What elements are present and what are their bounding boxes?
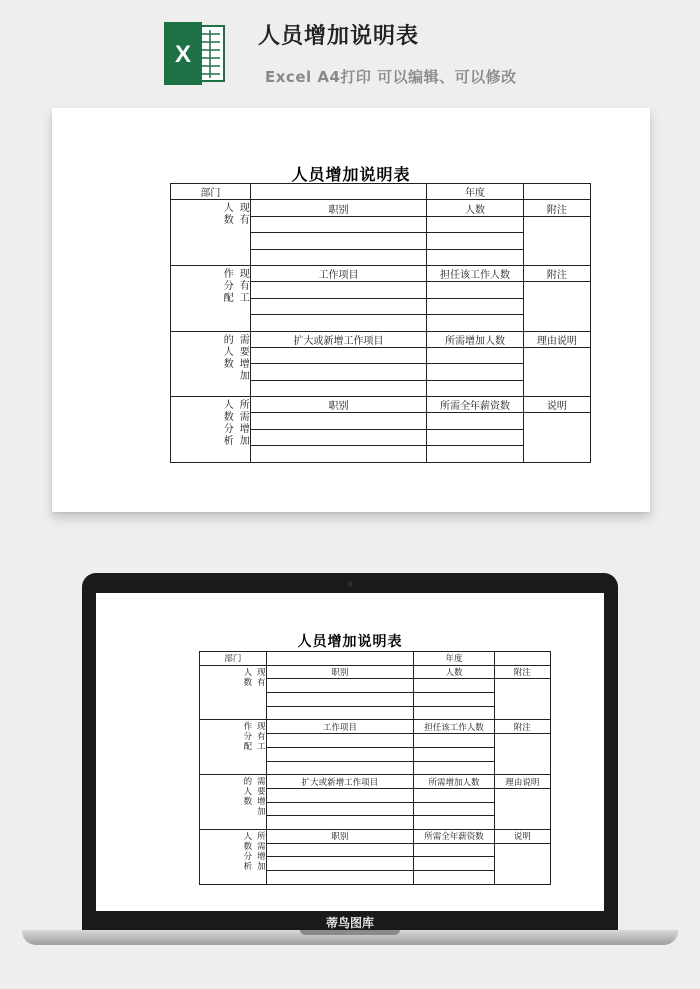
year-label: 年度 [427,184,524,200]
table-row [200,652,551,666]
note-cell[interactable] [523,282,590,331]
section-label-char: 配 [243,742,253,753]
section-label-char: 现 [239,268,250,280]
table-cell[interactable] [427,216,524,232]
section-label-char: 数 [223,358,234,370]
section-label-char: 所 [239,400,250,412]
section-label [171,397,251,463]
table-cell[interactable] [250,298,426,314]
section-label-char: 数 [223,412,234,424]
table-cell[interactable] [250,446,426,462]
table-row [171,200,591,216]
section-label-char: 作 [243,722,253,733]
table-cell[interactable] [266,747,413,761]
section-label-char: 需 [239,334,250,346]
table-row [171,331,591,347]
year-label: 年度 [414,652,495,666]
page-title: 人员增加说明表 [258,24,420,49]
column-header: 工作项目 [266,720,413,734]
section-label-char: 现 [257,722,266,733]
column-header: 所需全年薪资数 [414,829,495,843]
screen-spreadsheet-table [199,651,551,885]
table-cell[interactable] [266,843,413,857]
section-label [200,720,267,775]
table-cell[interactable] [250,429,426,445]
section-label-char: 所 [257,831,266,842]
column-header: 所需增加人数 [414,775,495,789]
dept-value-cell[interactable] [266,652,413,666]
section-label-char: 加 [239,370,250,382]
table-cell[interactable] [414,843,495,857]
section-label-char: 数 [243,841,253,852]
table-cell[interactable] [414,816,495,830]
table-cell[interactable] [250,216,426,232]
column-header: 职别 [266,829,413,843]
section-label-char: 人 [223,203,234,215]
section-label [171,200,251,266]
excel-icon [162,20,226,87]
laptop-screen [96,593,604,911]
table-cell[interactable] [266,816,413,830]
section-label-char: 要 [257,787,266,798]
section-label-char: 需 [239,412,250,424]
table-cell[interactable] [427,249,524,265]
section-label-char: 工 [257,742,266,753]
column-header: 工作项目 [250,265,426,281]
section-label-char: 作 [223,268,234,280]
camera-icon [347,581,353,587]
laptop-mockup [82,573,618,933]
section-label-char: 有 [257,677,266,688]
table-cell[interactable] [414,788,495,802]
section-label-char: 工 [239,292,250,304]
section-label [171,265,251,331]
excel-icon-letter: X [174,41,192,68]
year-value-cell[interactable] [494,652,550,666]
table-cell[interactable] [414,802,495,816]
table-cell[interactable] [266,857,413,871]
column-header: 附注 [523,200,590,216]
table-cell[interactable] [427,282,524,298]
section-label-char: 分 [223,280,234,292]
table-cell[interactable] [414,871,495,885]
table-cell[interactable] [427,429,524,445]
table-row [200,829,551,843]
table-cell[interactable] [414,734,495,748]
section-label-char: 要 [239,346,250,358]
section-label-char: 有 [239,280,250,292]
table-cell[interactable] [427,413,524,429]
table-cell[interactable] [427,446,524,462]
column-header: 附注 [494,665,550,679]
dept-label: 部门 [200,652,267,666]
table-cell[interactable] [266,871,413,885]
section-label-char: 现 [239,203,250,215]
section-label [171,331,251,397]
table-cell[interactable] [266,734,413,748]
section-label [200,665,267,720]
table-cell[interactable] [414,693,495,707]
column-header: 附注 [494,720,550,734]
table-cell[interactable] [250,249,426,265]
column-header: 所需增加人数 [427,331,524,347]
spreadsheet-table [170,183,591,463]
column-header: 职别 [266,665,413,679]
section-label-char: 人 [243,831,253,842]
table-cell[interactable] [266,706,413,720]
column-header: 担任该工作人数 [414,720,495,734]
column-header: 扩大或新增工作项目 [250,331,426,347]
table-row [200,665,551,679]
table-cell[interactable] [427,233,524,249]
column-header: 说明 [494,829,550,843]
screen-document-title: 人员增加说明表 [297,634,403,650]
section-label-char: 数 [223,215,234,227]
note-cell[interactable] [494,679,550,720]
table-cell[interactable] [250,233,426,249]
section-label-char: 的 [223,334,234,346]
note-cell[interactable] [523,413,590,462]
section-label-char: 数 [243,797,253,808]
column-header: 说明 [523,397,590,413]
column-header: 人数 [414,665,495,679]
column-header: 所需全年薪资数 [427,397,524,413]
section-label-char: 增 [257,851,266,862]
dept-value-cell[interactable] [250,184,426,200]
table-row [171,397,591,413]
section-label-char: 加 [257,861,266,872]
table-cell[interactable] [266,802,413,816]
table-cell[interactable] [414,761,495,775]
document-preview [52,108,650,512]
section-label-char: 人 [223,346,234,358]
section-label-char: 加 [239,436,250,448]
table-row [171,184,591,200]
table-row [200,775,551,789]
column-header: 附注 [523,265,590,281]
section-label-char: 配 [223,292,234,304]
section-label-char: 有 [257,732,266,743]
table-cell[interactable] [427,347,524,363]
section-label-char: 加 [257,807,266,818]
section-label-char: 人 [243,667,253,678]
section-label-char: 的 [243,777,253,788]
section-label-char: 人 [243,787,253,798]
column-header: 人数 [427,200,524,216]
table-cell[interactable] [266,761,413,775]
note-cell[interactable] [494,843,550,884]
table-row [200,720,551,734]
note-cell[interactable] [494,734,550,775]
table-cell[interactable] [427,364,524,380]
section-label-char: 有 [239,215,250,227]
table-cell[interactable] [427,315,524,331]
column-header: 职别 [250,397,426,413]
table-cell[interactable] [250,364,426,380]
table-cell[interactable] [250,413,426,429]
note-cell[interactable] [523,347,590,396]
column-header: 担任该工作人数 [427,265,524,281]
table-cell[interactable] [414,857,495,871]
section-label-char: 析 [223,436,234,448]
table-cell[interactable] [266,788,413,802]
section-label-char: 增 [257,797,266,808]
page-header [0,0,700,100]
section-label [200,775,267,830]
table-cell[interactable] [427,298,524,314]
table-cell[interactable] [266,693,413,707]
table-cell[interactable] [414,747,495,761]
laptop-base-notch [300,930,400,935]
table-cell[interactable] [250,282,426,298]
dept-label: 部门 [171,184,251,200]
section-label [200,829,267,884]
table-cell[interactable] [250,315,426,331]
section-label-char: 需 [257,777,266,788]
section-label-char: 增 [239,424,250,436]
column-header: 扩大或新增工作项目 [266,775,413,789]
section-label-char: 数 [243,677,253,688]
document-title: 人员增加说明表 [291,165,411,184]
column-header: 职别 [250,200,426,216]
table-cell[interactable] [414,679,495,693]
page-subtitle: Excel A4打印 可以编辑、可以修改 [265,68,517,86]
section-label-char: 现 [257,667,266,678]
note-cell[interactable] [494,788,550,829]
section-label-char: 需 [257,841,266,852]
section-label-char: 分 [243,851,253,862]
section-label-char: 分 [243,732,253,743]
column-header: 理由说明 [523,331,590,347]
table-cell[interactable] [427,380,524,396]
section-label-char: 分 [223,424,234,436]
year-value-cell[interactable] [523,184,590,200]
section-label-char: 人 [223,400,234,412]
note-cell[interactable] [523,216,590,265]
table-cell[interactable] [250,347,426,363]
table-row [171,265,591,281]
column-header: 理由说明 [494,775,550,789]
table-cell[interactable] [414,706,495,720]
brand-label: 蒂鸟图库 [325,916,374,930]
section-label-char: 析 [243,861,253,872]
section-label-char: 增 [239,358,250,370]
table-cell[interactable] [250,380,426,396]
table-cell[interactable] [266,679,413,693]
